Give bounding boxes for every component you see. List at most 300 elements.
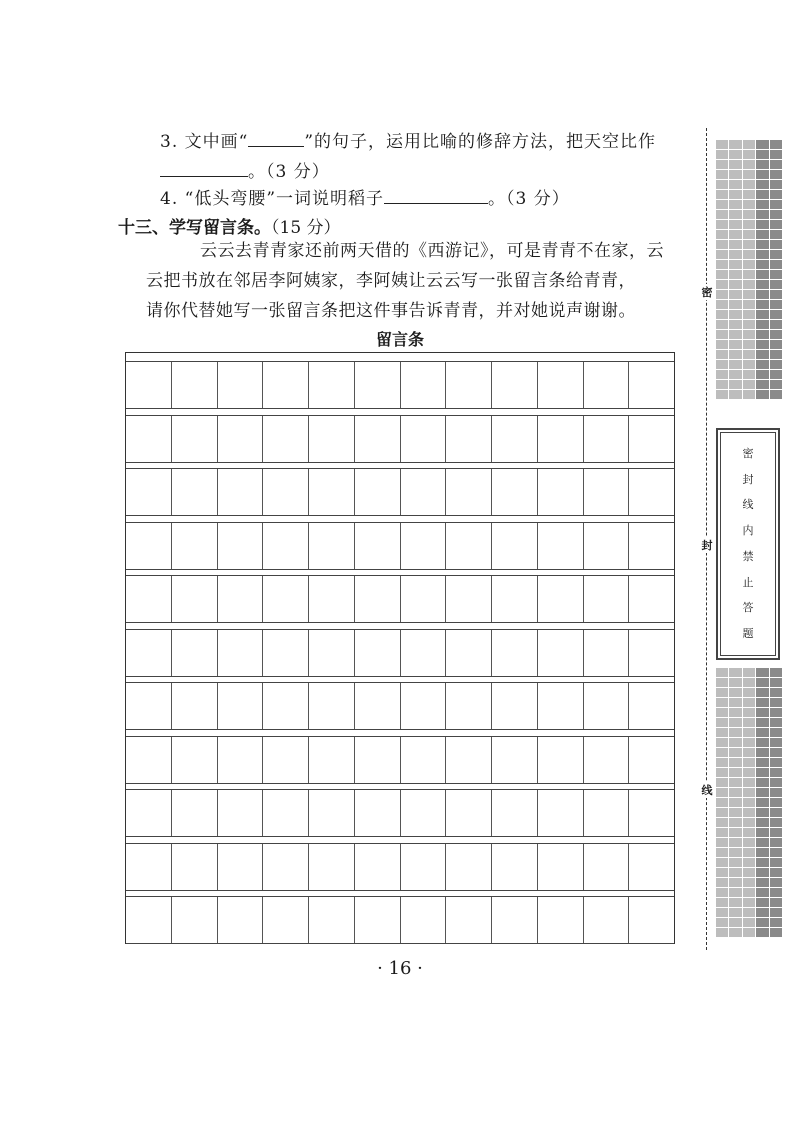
grid-cell[interactable] — [263, 630, 309, 676]
grid-cell[interactable] — [218, 897, 264, 943]
pattern-square — [756, 320, 768, 329]
pattern-square — [729, 808, 741, 817]
grid-cell[interactable] — [263, 897, 309, 943]
pattern-square — [716, 668, 728, 677]
grid-cell[interactable] — [355, 576, 401, 622]
grid-cell[interactable] — [172, 416, 218, 462]
grid-cell[interactable] — [401, 683, 447, 729]
grid-cell[interactable] — [172, 737, 218, 783]
grid-cell[interactable] — [401, 737, 447, 783]
pattern-square — [756, 668, 768, 677]
grid-cell[interactable] — [172, 469, 218, 515]
pattern-square — [716, 150, 728, 159]
pattern-square — [756, 918, 768, 927]
pattern-square — [743, 818, 755, 827]
pattern-square — [743, 908, 755, 917]
pattern-square — [756, 868, 768, 877]
grid-cell[interactable] — [629, 790, 674, 836]
pattern-square — [756, 190, 768, 199]
grid-cell[interactable] — [492, 844, 538, 890]
pattern-square — [756, 798, 768, 807]
pattern-square — [770, 708, 782, 717]
pattern-square — [716, 798, 728, 807]
pattern-square — [743, 370, 755, 379]
pattern-square — [770, 290, 782, 299]
grid-cell[interactable] — [172, 576, 218, 622]
grid-cell[interactable] — [401, 630, 447, 676]
pattern-square — [770, 150, 782, 159]
notice-char: 线 — [742, 498, 754, 512]
grid-cell[interactable] — [629, 523, 674, 569]
grid-cell[interactable] — [538, 523, 584, 569]
pattern-square — [729, 320, 741, 329]
pattern-square — [770, 220, 782, 229]
pattern-square — [756, 390, 768, 399]
grid-cell[interactable] — [538, 576, 584, 622]
pattern-square — [756, 360, 768, 369]
grid-row — [126, 843, 674, 891]
notice-char: 禁 — [742, 549, 754, 563]
pattern-square — [716, 190, 728, 199]
grid-cell[interactable] — [355, 630, 401, 676]
pattern-square — [770, 808, 782, 817]
grid-cell[interactable] — [309, 416, 355, 462]
grid-cell[interactable] — [355, 737, 401, 783]
grid-cell[interactable] — [446, 469, 492, 515]
grid-cell[interactable] — [629, 897, 674, 943]
grid-cell[interactable] — [309, 362, 355, 408]
grid-cell[interactable] — [584, 630, 630, 676]
notice-char: 封 — [742, 472, 754, 486]
grid-cell[interactable] — [446, 683, 492, 729]
pattern-square — [770, 738, 782, 747]
pattern-square — [729, 290, 741, 299]
pattern-square — [743, 180, 755, 189]
pattern-square — [729, 250, 741, 259]
pattern-square — [743, 190, 755, 199]
pattern-square — [743, 858, 755, 867]
grid-cell[interactable] — [263, 362, 309, 408]
pattern-square — [729, 280, 741, 289]
pattern-square — [743, 210, 755, 219]
grid-cell[interactable] — [584, 683, 630, 729]
grid-cell[interactable] — [355, 469, 401, 515]
pattern-square — [756, 200, 768, 209]
grid-cell[interactable] — [263, 523, 309, 569]
pattern-square — [743, 340, 755, 349]
grid-cell[interactable] — [309, 844, 355, 890]
grid-cell[interactable] — [309, 897, 355, 943]
grid-cell[interactable] — [446, 576, 492, 622]
grid-cell[interactable] — [218, 523, 264, 569]
grid-cell[interactable] — [584, 737, 630, 783]
pattern-square — [743, 698, 755, 707]
pattern-square — [729, 150, 741, 159]
pattern-square — [756, 280, 768, 289]
no-answer-notice-box — [716, 428, 780, 660]
grid-cell[interactable] — [355, 416, 401, 462]
pattern-square — [756, 778, 768, 787]
pattern-square — [756, 260, 768, 269]
pattern-square — [743, 738, 755, 747]
pattern-square — [770, 160, 782, 169]
grid-cell[interactable] — [263, 737, 309, 783]
grid-cell[interactable] — [172, 897, 218, 943]
grid-cell[interactable] — [492, 469, 538, 515]
grid-cell[interactable] — [355, 362, 401, 408]
grid-cell[interactable] — [172, 790, 218, 836]
grid-cell[interactable] — [446, 630, 492, 676]
pattern-square — [756, 150, 768, 159]
grid-cell[interactable] — [584, 416, 630, 462]
grid-cell[interactable] — [126, 576, 172, 622]
grid-cell[interactable] — [492, 576, 538, 622]
pattern-square — [716, 778, 728, 787]
grid-cell[interactable] — [263, 790, 309, 836]
pattern-square — [743, 678, 755, 687]
grid-cell[interactable] — [629, 362, 674, 408]
pattern-square — [756, 180, 768, 189]
grid-cell[interactable] — [355, 683, 401, 729]
pattern-square — [770, 350, 782, 359]
pattern-square — [743, 848, 755, 857]
grid-cell[interactable] — [629, 683, 674, 729]
pattern-square — [716, 768, 728, 777]
pattern-square — [770, 280, 782, 289]
grid-cell[interactable] — [355, 790, 401, 836]
pattern-square — [743, 150, 755, 159]
grid-cell[interactable] — [126, 897, 172, 943]
grid-cell[interactable] — [309, 790, 355, 836]
pattern-square — [716, 718, 728, 727]
pattern-square — [743, 918, 755, 927]
pattern-square — [770, 718, 782, 727]
pattern-square — [770, 898, 782, 907]
grid-cell[interactable] — [309, 683, 355, 729]
grid-cell[interactable] — [629, 630, 674, 676]
pattern-square — [770, 240, 782, 249]
grid-cell[interactable] — [492, 683, 538, 729]
pattern-square — [716, 788, 728, 797]
pattern-square — [729, 678, 741, 687]
pattern-square — [716, 868, 728, 877]
pattern-square — [770, 788, 782, 797]
pattern-square — [756, 160, 768, 169]
grid-cell[interactable] — [584, 790, 630, 836]
notice-char: 内 — [742, 524, 754, 538]
q4-blank[interactable] — [384, 187, 488, 204]
pattern-square — [770, 848, 782, 857]
pattern-square — [743, 708, 755, 717]
grid-cell[interactable] — [629, 469, 674, 515]
grid-cell[interactable] — [538, 897, 584, 943]
grid-row — [126, 361, 674, 409]
pattern-square — [770, 230, 782, 239]
pattern-square — [756, 350, 768, 359]
grid-cell[interactable] — [172, 630, 218, 676]
pattern-square — [729, 688, 741, 697]
grid-cell[interactable] — [492, 416, 538, 462]
grid-cell[interactable] — [401, 416, 447, 462]
pattern-square — [743, 220, 755, 229]
grid-cell[interactable] — [629, 416, 674, 462]
pattern-square — [729, 340, 741, 349]
pattern-square — [770, 270, 782, 279]
grid-cell[interactable] — [538, 362, 584, 408]
grid-cell[interactable] — [309, 523, 355, 569]
grid-cell[interactable] — [218, 683, 264, 729]
q4-text-b: 。（3 分） — [488, 189, 570, 209]
grid-cell[interactable] — [263, 844, 309, 890]
pattern-square — [756, 738, 768, 747]
pattern-square — [729, 928, 741, 937]
grid-cell[interactable] — [446, 844, 492, 890]
pattern-square — [756, 818, 768, 827]
pattern-square — [770, 678, 782, 687]
grid-cell[interactable] — [629, 844, 674, 890]
pattern-square — [729, 788, 741, 797]
prompt-line-2: 云把书放在邻居李阿姨家，李阿姨让云云写一张留言条给青青， — [146, 271, 636, 291]
grid-cell[interactable] — [263, 469, 309, 515]
grid-cell[interactable] — [126, 469, 172, 515]
grid-cell[interactable] — [126, 737, 172, 783]
pattern-square — [743, 688, 755, 697]
pattern-square — [729, 698, 741, 707]
pattern-square — [756, 688, 768, 697]
grid-cell[interactable] — [218, 737, 264, 783]
pattern-square — [729, 330, 741, 339]
pattern-square — [770, 868, 782, 877]
grid-cell[interactable] — [401, 897, 447, 943]
grid-title: 留言条 — [375, 330, 424, 349]
grid-cell[interactable] — [446, 362, 492, 408]
pattern-square — [716, 848, 728, 857]
pattern-square — [770, 768, 782, 777]
pattern-square — [756, 220, 768, 229]
pattern-square — [743, 768, 755, 777]
pattern-square — [756, 788, 768, 797]
pattern-square — [716, 260, 728, 269]
grid-cell[interactable] — [401, 790, 447, 836]
pattern-square — [743, 788, 755, 797]
pattern-square — [770, 260, 782, 269]
pattern-square — [770, 250, 782, 259]
grid-cell[interactable] — [584, 576, 630, 622]
pattern-square — [716, 330, 728, 339]
pattern-square — [716, 888, 728, 897]
grid-cell[interactable] — [172, 683, 218, 729]
pattern-square — [729, 350, 741, 359]
pattern-square — [756, 708, 768, 717]
grid-row — [126, 629, 674, 677]
grid-cell[interactable] — [355, 523, 401, 569]
pattern-square — [729, 240, 741, 249]
grid-cell[interactable] — [538, 683, 584, 729]
pattern-square — [756, 240, 768, 249]
pattern-square — [716, 390, 728, 399]
grid-cell[interactable] — [309, 469, 355, 515]
pattern-square — [716, 898, 728, 907]
grid-cell[interactable] — [584, 362, 630, 408]
pattern-square — [743, 300, 755, 309]
grid-cell[interactable] — [584, 523, 630, 569]
pattern-square — [756, 380, 768, 389]
grid-cell[interactable] — [446, 416, 492, 462]
grid-cell[interactable] — [401, 469, 447, 515]
grid-cell[interactable] — [172, 523, 218, 569]
pattern-square — [743, 250, 755, 259]
pattern-square — [770, 758, 782, 767]
grid-cell[interactable] — [629, 576, 674, 622]
pattern-square — [743, 758, 755, 767]
pattern-square — [729, 390, 741, 399]
pattern-square — [729, 360, 741, 369]
pattern-square — [770, 320, 782, 329]
grid-cell[interactable] — [401, 362, 447, 408]
pattern-square — [743, 260, 755, 269]
grid-cell[interactable] — [538, 737, 584, 783]
pattern-square — [756, 888, 768, 897]
pattern-square — [756, 808, 768, 817]
pattern-square — [770, 340, 782, 349]
pattern-square — [743, 718, 755, 727]
writing-grid[interactable] — [125, 352, 675, 944]
pattern-square — [729, 170, 741, 179]
grid-cell[interactable] — [263, 683, 309, 729]
pattern-square — [770, 778, 782, 787]
pattern-square — [716, 320, 728, 329]
pattern-square — [743, 888, 755, 897]
grid-cell[interactable] — [492, 362, 538, 408]
grid-cell[interactable] — [263, 416, 309, 462]
pattern-square — [770, 698, 782, 707]
pattern-square — [716, 350, 728, 359]
question-3-line1 — [160, 130, 656, 153]
grid-cell[interactable] — [126, 630, 172, 676]
notice-char: 答 — [742, 601, 754, 615]
grid-cell[interactable] — [126, 683, 172, 729]
grid-cell[interactable] — [492, 737, 538, 783]
pattern-square — [743, 350, 755, 359]
pattern-square — [729, 738, 741, 747]
pattern-square — [770, 928, 782, 937]
grid-cell[interactable] — [218, 844, 264, 890]
pattern-square — [716, 140, 728, 149]
pattern-square — [756, 270, 768, 279]
grid-cell[interactable] — [218, 790, 264, 836]
pattern-square — [729, 708, 741, 717]
grid-cell[interactable] — [492, 897, 538, 943]
question-4-line — [160, 187, 570, 210]
grid-cell[interactable] — [355, 897, 401, 943]
section-points: （15 分） — [271, 218, 341, 238]
grid-cell[interactable] — [126, 844, 172, 890]
grid-cell[interactable] — [218, 469, 264, 515]
grid-cell[interactable] — [584, 897, 630, 943]
grid-cell[interactable] — [492, 790, 538, 836]
pattern-square — [729, 270, 741, 279]
pattern-square — [743, 360, 755, 369]
pattern-square — [743, 778, 755, 787]
grid-cell[interactable] — [538, 416, 584, 462]
pattern-square — [716, 878, 728, 887]
grid-cell[interactable] — [538, 469, 584, 515]
pattern-square — [743, 838, 755, 847]
grid-cell[interactable] — [218, 630, 264, 676]
pattern-square — [756, 370, 768, 379]
grid-cell[interactable] — [584, 844, 630, 890]
grid-cell[interactable] — [126, 523, 172, 569]
q3-blank-2[interactable] — [160, 160, 248, 177]
pattern-square — [729, 848, 741, 857]
grid-cell[interactable] — [218, 416, 264, 462]
pattern-square — [743, 668, 755, 677]
pattern-square — [729, 260, 741, 269]
question-3-line2 — [160, 160, 330, 183]
grid-cell[interactable] — [309, 630, 355, 676]
grid-cell[interactable] — [309, 737, 355, 783]
pattern-square — [770, 300, 782, 309]
pattern-square — [770, 878, 782, 887]
grid-cell[interactable] — [401, 844, 447, 890]
pattern-square — [743, 798, 755, 807]
grid-cell[interactable] — [492, 523, 538, 569]
pattern-square — [729, 798, 741, 807]
grid-cell[interactable] — [446, 790, 492, 836]
grid-cell[interactable] — [492, 630, 538, 676]
grid-cell[interactable] — [263, 576, 309, 622]
pattern-square — [729, 668, 741, 677]
pattern-square — [743, 230, 755, 239]
grid-cell[interactable] — [126, 416, 172, 462]
pattern-square — [729, 768, 741, 777]
grid-cell[interactable] — [126, 362, 172, 408]
grid-cell[interactable] — [538, 844, 584, 890]
grid-cell[interactable] — [218, 576, 264, 622]
grid-cell[interactable] — [218, 362, 264, 408]
grid-cell[interactable] — [584, 469, 630, 515]
grid-cell[interactable] — [309, 576, 355, 622]
pattern-square — [729, 300, 741, 309]
pattern-square — [770, 170, 782, 179]
grid-cell[interactable] — [446, 737, 492, 783]
notice-char: 题 — [742, 627, 754, 641]
pattern-square — [716, 310, 728, 319]
pattern-square — [716, 170, 728, 179]
grid-cell[interactable] — [172, 362, 218, 408]
pattern-square — [716, 290, 728, 299]
grid-cell[interactable] — [401, 523, 447, 569]
grid-cell[interactable] — [355, 844, 401, 890]
pattern-square — [743, 928, 755, 937]
pattern-square — [716, 240, 728, 249]
grid-cell[interactable] — [538, 790, 584, 836]
grid-cell[interactable] — [629, 737, 674, 783]
pattern-square — [716, 818, 728, 827]
q3-blank-1[interactable] — [248, 130, 304, 147]
pattern-square — [729, 230, 741, 239]
grid-cell[interactable] — [172, 844, 218, 890]
grid-cell[interactable] — [126, 790, 172, 836]
pattern-square — [729, 758, 741, 767]
pattern-square — [729, 160, 741, 169]
grid-cell[interactable] — [538, 630, 584, 676]
pattern-square — [743, 240, 755, 249]
pattern-square — [756, 848, 768, 857]
grid-cell[interactable] — [446, 523, 492, 569]
grid-cell[interactable] — [401, 576, 447, 622]
grid-cell[interactable] — [446, 897, 492, 943]
